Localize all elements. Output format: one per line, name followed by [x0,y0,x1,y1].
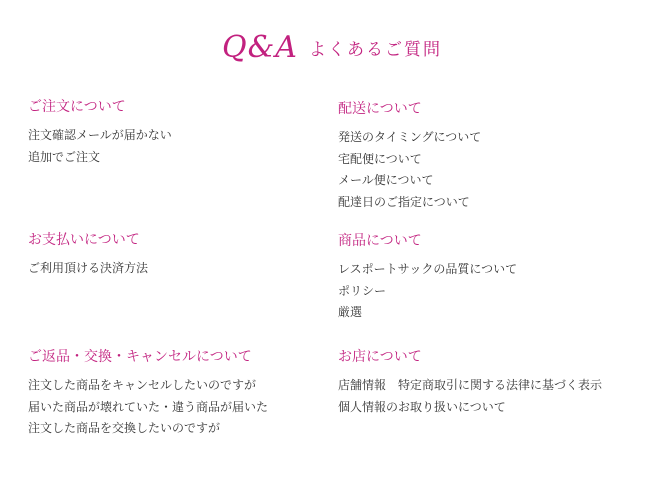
section-returns [28,346,268,440]
faq-list-payment [28,258,148,280]
page-title: よくあるご質問 [309,40,443,60]
faq-link[interactable]: 注文確認メールが届かない [28,128,172,142]
faq-link[interactable]: メール便について [338,173,434,187]
faq-link[interactable]: 厳選 [338,305,363,319]
faq-link[interactable]: 届いた商品が壊れていた・違う商品が届いた [28,399,269,414]
section-heading-product[interactable]: 商品について [338,233,422,249]
section-product [338,230,517,324]
section-store [338,346,602,418]
faq-link[interactable]: 配達日のご指定について [338,194,470,209]
faq-link[interactable]: ご利用頂ける決済方法 [28,261,149,275]
faq-list-order [28,125,172,168]
faq-link[interactable]: 個人情報のお取り扱いについて [338,399,506,414]
section-heading-order[interactable]: ご注文について [28,99,126,115]
qa-logo: Q&A [221,30,298,65]
section-heading-returns[interactable]: ご返品・交換・キャンセルについて [28,349,252,365]
faq-link[interactable]: 発送のタイミングについて [338,130,482,144]
section-heading-delivery[interactable]: 配送について [338,101,422,117]
faq-link[interactable]: ポリシー [338,283,387,298]
faq-link[interactable]: 宅配便について [338,151,422,166]
page-header [0,30,664,65]
faq-link[interactable]: 店舗情報 特定商取引に関する法律に基づく表示 [338,378,603,392]
faq-list-store [338,375,602,418]
faq-link[interactable]: 追加でご注文 [28,149,101,164]
faq-link[interactable]: 注文した商品を交換したいのですが [28,421,221,435]
faq-link[interactable]: 注文した商品をキャンセルしたいのですが [28,378,257,392]
faq-list-delivery [338,127,481,213]
section-payment [28,229,148,280]
section-order [28,96,172,168]
section-delivery [338,98,481,213]
section-heading-store[interactable]: お店について [338,349,422,365]
faq-link[interactable]: レスポートサックの品質について [338,262,518,276]
faq-list-product [338,259,517,324]
faq-list-returns [28,375,268,440]
section-heading-payment[interactable]: お支払いについて [28,232,140,248]
